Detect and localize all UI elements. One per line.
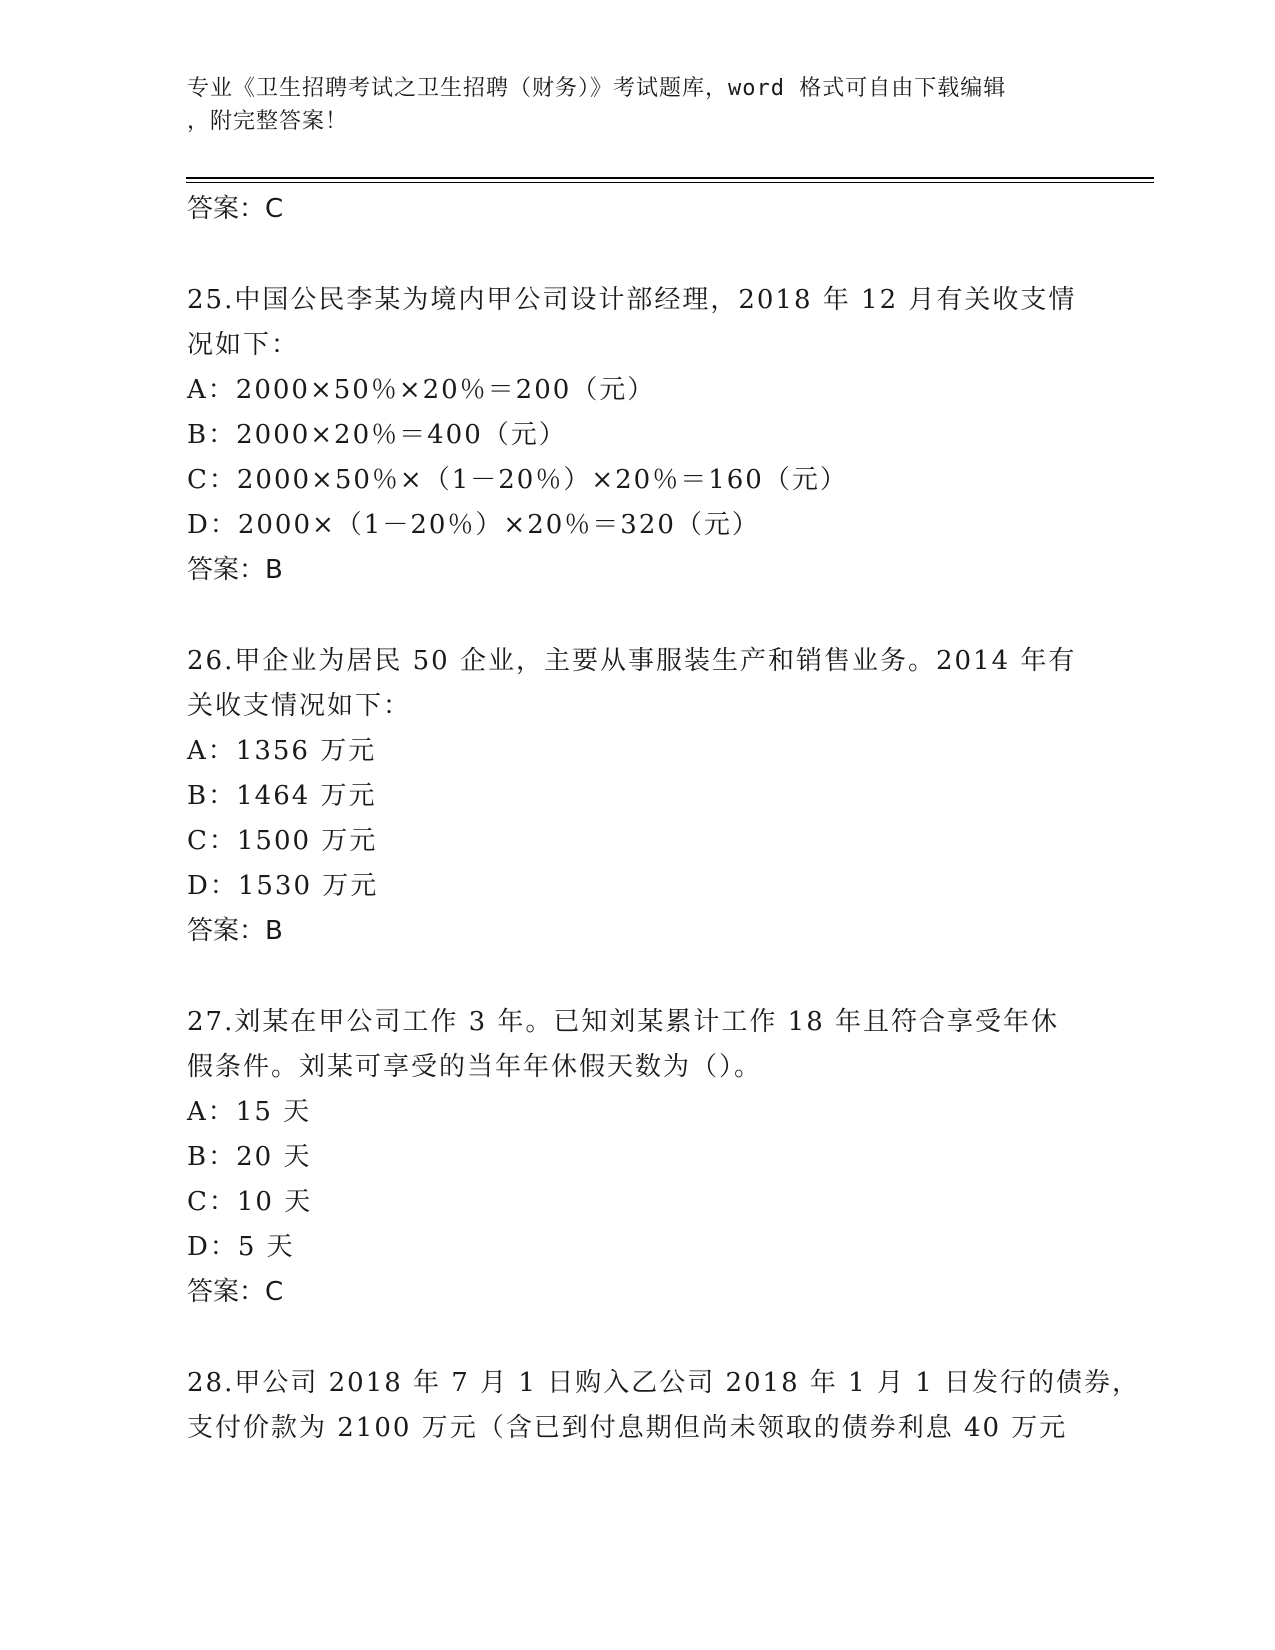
option-a: A：15 天 xyxy=(187,1097,312,1127)
question-text-line: 关收支情况如下： xyxy=(187,691,412,721)
header-line-2: ，附完整答案！ xyxy=(187,109,349,134)
option-b: B：20 天 xyxy=(187,1142,312,1172)
option-c: C：2000×50％×（1－20％）×20％＝160（元） xyxy=(187,465,848,495)
option-d: D：5 天 xyxy=(187,1232,295,1262)
question-text-line: 28.甲公司 2018 年 7 月 1 日购入乙公司 2018 年 1 月 1 日发行的债券， xyxy=(187,1368,1141,1398)
previous-answer: 答案：C xyxy=(187,194,284,224)
question-text-line: 26.甲企业为居民 50 企业，主要从事服装生产和销售业务。2014 年有 xyxy=(187,646,1077,676)
page-header xyxy=(187,72,1067,138)
question-list xyxy=(187,187,1141,1451)
answer: 答案：C xyxy=(187,1277,284,1307)
question-26 xyxy=(187,639,1087,954)
option-c: C：1500 万元 xyxy=(187,826,378,856)
question-text-line: 25.中国公民李某为境内甲公司设计部经理，2018 年 12 月有关收支情 xyxy=(187,285,1077,315)
option-c: C：10 天 xyxy=(187,1187,313,1217)
answer: 答案：B xyxy=(187,916,283,946)
question-25 xyxy=(187,278,1087,593)
header-divider xyxy=(186,177,1154,179)
option-d: D：1530 万元 xyxy=(187,871,379,901)
option-b: B：2000×20％＝400（元） xyxy=(187,420,567,450)
question-27 xyxy=(187,1000,1087,1315)
question-text-line: 支付价款为 2100 万元（含已到付息期但尚未领取的债券利息 40 万元 xyxy=(187,1413,1068,1443)
option-d: D：2000×（1－20％）×20％＝320（元） xyxy=(187,510,760,540)
header-divider-thin xyxy=(186,182,1154,183)
question-text-line: 假条件。刘某可享受的当年年休假天数为（）。 xyxy=(187,1052,763,1082)
option-b: B：1464 万元 xyxy=(187,781,377,811)
header-line-1: 专业《卫生招聘考试之卫生招聘（财务）》考试题库，word 格式可自由下载编辑 xyxy=(187,76,1007,101)
answer: 答案：B xyxy=(187,555,283,585)
option-a: A：1356 万元 xyxy=(187,736,377,766)
question-28 xyxy=(187,1361,1141,1451)
option-a: A：2000×50％×20％＝200（元） xyxy=(187,375,656,405)
question-text-line: 况如下： xyxy=(187,330,300,360)
question-text-line: 27.刘某在甲公司工作 3 年。已知刘某累计工作 18 年且符合享受年休 xyxy=(187,1007,1060,1037)
